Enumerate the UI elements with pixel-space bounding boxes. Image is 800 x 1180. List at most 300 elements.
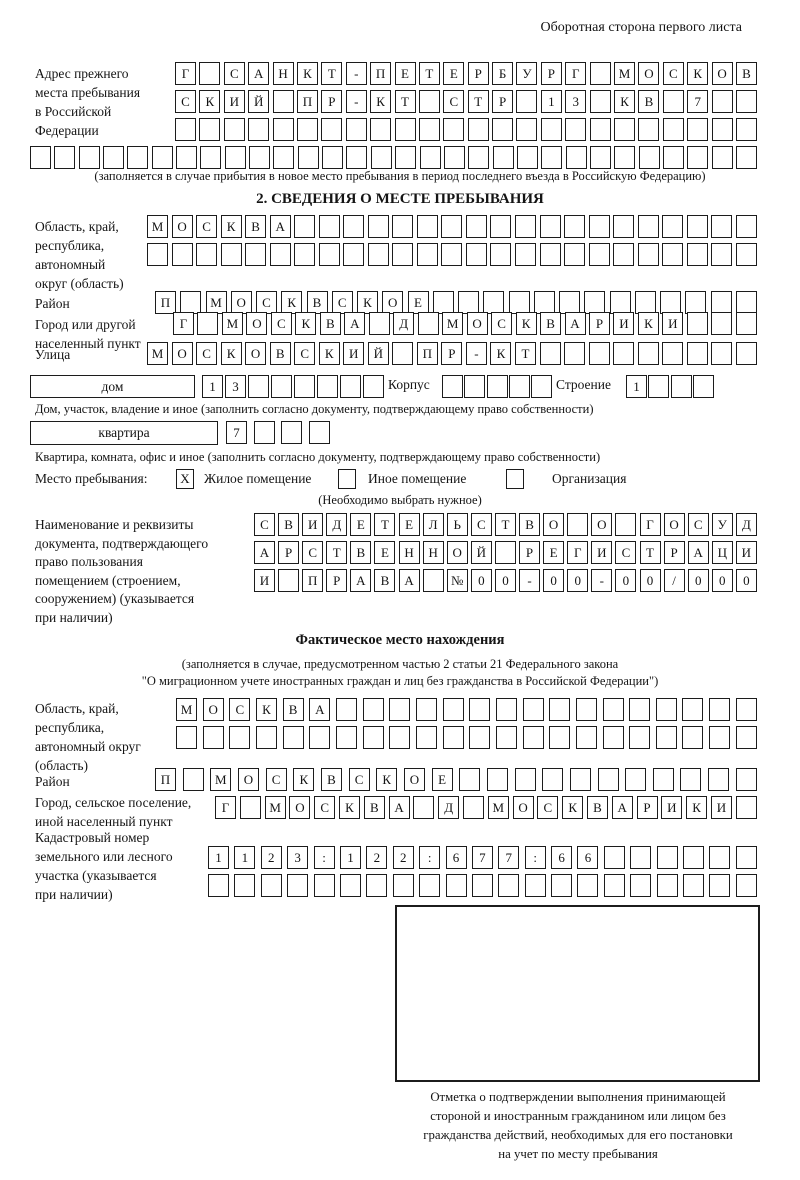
char-cell[interactable]: Р [321,90,342,113]
char-cell[interactable] [687,342,708,365]
char-cell[interactable] [662,215,683,238]
char-cell[interactable] [392,243,413,266]
fact-oblast-row-2[interactable] [176,726,757,749]
char-cell[interactable]: В [587,796,608,819]
char-cell[interactable]: Й [471,541,492,564]
oblast-row-2[interactable] [147,243,757,266]
fact-raion-row[interactable] [155,768,757,791]
char-cell[interactable]: О [591,513,612,536]
char-cell[interactable]: С [349,768,370,791]
char-cell[interactable]: П [297,90,318,113]
char-cell[interactable]: А [270,215,291,238]
char-cell[interactable]: М [614,62,635,85]
char-cell[interactable]: М [442,312,463,335]
char-cell[interactable] [294,375,315,398]
char-cell[interactable]: Р [519,541,540,564]
char-cell[interactable] [542,768,563,791]
char-cell[interactable]: С [332,291,353,314]
char-cell[interactable]: 7 [472,846,493,869]
char-cell[interactable]: Ь [447,513,468,536]
char-cell[interactable] [657,846,678,869]
char-cell[interactable] [523,726,544,749]
char-cell[interactable]: Й [368,342,389,365]
char-cell[interactable]: - [346,90,367,113]
char-cell[interactable] [629,726,650,749]
char-cell[interactable] [589,215,610,238]
char-cell[interactable] [468,146,489,169]
char-cell[interactable] [309,726,330,749]
char-cell[interactable] [736,342,757,365]
char-cell[interactable]: В [245,215,266,238]
char-cell[interactable] [229,726,250,749]
char-cell[interactable]: 0 [567,569,588,592]
char-cell[interactable] [321,118,342,141]
char-cell[interactable] [256,726,277,749]
char-cell[interactable] [509,375,530,398]
char-cell[interactable]: Н [273,62,294,85]
dom-cells[interactable] [202,375,384,398]
char-cell[interactable] [629,698,650,721]
char-cell[interactable] [565,118,586,141]
char-cell[interactable] [240,796,261,819]
char-cell[interactable]: 2 [366,846,387,869]
char-cell[interactable] [516,118,537,141]
char-cell[interactable]: И [224,90,245,113]
char-cell[interactable]: С [688,513,709,536]
char-cell[interactable] [570,768,591,791]
char-cell[interactable]: О [543,513,564,536]
char-cell[interactable]: Д [393,312,414,335]
char-cell[interactable]: Р [664,541,685,564]
char-cell[interactable] [273,90,294,113]
char-cell[interactable]: К [370,90,391,113]
char-cell[interactable] [736,726,757,749]
char-cell[interactable] [614,146,635,169]
char-cell[interactable] [635,291,656,314]
char-cell[interactable] [638,342,659,365]
char-cell[interactable] [576,726,597,749]
char-cell[interactable]: В [350,541,371,564]
char-cell[interactable] [199,62,220,85]
char-cell[interactable] [30,146,51,169]
char-cell[interactable] [736,796,757,819]
char-cell[interactable]: А [389,796,410,819]
char-cell[interactable]: С [175,90,196,113]
char-cell[interactable] [346,146,367,169]
char-cell[interactable] [736,768,757,791]
char-cell[interactable]: - [466,342,487,365]
char-cell[interactable] [343,243,364,266]
char-cell[interactable] [273,146,294,169]
kadastr-row-1[interactable] [208,846,757,869]
char-cell[interactable]: К [687,62,708,85]
char-cell[interactable] [515,243,536,266]
char-cell[interactable] [685,291,706,314]
char-cell[interactable]: С [266,768,287,791]
char-cell[interactable]: Л [423,513,444,536]
char-cell[interactable] [340,874,361,897]
char-cell[interactable] [270,243,291,266]
char-cell[interactable] [590,90,611,113]
char-cell[interactable] [541,118,562,141]
char-cell[interactable] [711,291,732,314]
char-cell[interactable] [483,291,504,314]
char-cell[interactable]: Т [640,541,661,564]
char-cell[interactable] [711,243,732,266]
char-cell[interactable]: Т [374,513,395,536]
char-cell[interactable]: - [591,569,612,592]
char-cell[interactable]: Н [423,541,444,564]
char-cell[interactable]: М [265,796,286,819]
char-cell[interactable] [736,312,757,335]
char-cell[interactable]: И [254,569,275,592]
char-cell[interactable]: : [525,846,546,869]
char-cell[interactable]: Б [492,62,513,85]
char-cell[interactable] [711,342,732,365]
char-cell[interactable] [221,243,242,266]
char-cell[interactable]: 2 [393,846,414,869]
char-cell[interactable]: О [638,62,659,85]
char-cell[interactable]: 3 [565,90,586,113]
char-cell[interactable] [493,146,514,169]
char-cell[interactable]: А [565,312,586,335]
char-cell[interactable] [297,118,318,141]
char-cell[interactable] [736,243,757,266]
char-cell[interactable]: К [319,342,340,365]
char-cell[interactable] [549,726,570,749]
char-cell[interactable]: - [346,62,367,85]
char-cell[interactable]: В [736,62,757,85]
char-cell[interactable]: И [711,796,732,819]
char-cell[interactable] [711,215,732,238]
char-cell[interactable] [683,846,704,869]
char-cell[interactable] [183,768,204,791]
char-cell[interactable] [613,215,634,238]
char-cell[interactable] [363,375,384,398]
char-cell[interactable] [419,90,440,113]
char-cell[interactable] [175,118,196,141]
char-cell[interactable] [525,874,546,897]
char-cell[interactable] [498,874,519,897]
char-cell[interactable] [487,768,508,791]
char-cell[interactable]: Т [326,541,347,564]
char-cell[interactable]: М [488,796,509,819]
char-cell[interactable] [656,726,677,749]
char-cell[interactable] [604,846,625,869]
char-cell[interactable] [615,513,636,536]
char-cell[interactable]: 1 [208,846,229,869]
char-cell[interactable] [441,215,462,238]
char-cell[interactable]: П [155,291,176,314]
char-cell[interactable] [531,375,552,398]
char-cell[interactable] [208,874,229,897]
char-cell[interactable] [515,768,536,791]
char-cell[interactable] [492,118,513,141]
char-cell[interactable]: О [172,342,193,365]
char-cell[interactable]: И [343,342,364,365]
char-cell[interactable]: О [289,796,310,819]
char-cell[interactable] [712,90,733,113]
char-cell[interactable]: 6 [551,846,572,869]
char-cell[interactable] [540,342,561,365]
char-cell[interactable] [294,243,315,266]
char-cell[interactable]: К [638,312,659,335]
char-cell[interactable] [590,118,611,141]
char-cell[interactable]: М [176,698,197,721]
char-cell[interactable]: К [221,342,242,365]
char-cell[interactable]: С [314,796,335,819]
char-cell[interactable] [336,698,357,721]
oblast-row-1[interactable] [147,215,757,238]
char-cell[interactable] [630,846,651,869]
char-cell[interactable]: В [278,513,299,536]
char-cell[interactable] [687,312,708,335]
char-cell[interactable] [459,768,480,791]
char-cell[interactable] [671,375,692,398]
char-cell[interactable] [496,698,517,721]
char-cell[interactable]: А [399,569,420,592]
char-cell[interactable] [687,146,708,169]
char-cell[interactable] [613,342,634,365]
char-cell[interactable] [736,146,757,169]
char-cell[interactable]: Д [326,513,347,536]
char-cell[interactable] [468,118,489,141]
char-cell[interactable]: А [309,698,330,721]
char-cell[interactable] [224,118,245,141]
char-cell[interactable]: В [374,569,395,592]
char-cell[interactable]: В [364,796,385,819]
char-cell[interactable]: Е [374,541,395,564]
char-cell[interactable]: С [224,62,245,85]
ulitsa-row[interactable] [147,342,757,365]
char-cell[interactable] [709,698,730,721]
char-cell[interactable] [464,375,485,398]
char-cell[interactable]: 1 [202,375,223,398]
char-cell[interactable] [368,243,389,266]
char-cell[interactable]: В [638,90,659,113]
char-cell[interactable]: К [490,342,511,365]
char-cell[interactable]: 6 [446,846,467,869]
char-cell[interactable]: М [206,291,227,314]
char-cell[interactable] [419,118,440,141]
char-cell[interactable] [366,874,387,897]
char-cell[interactable] [603,726,624,749]
char-cell[interactable] [469,698,490,721]
char-cell[interactable] [443,118,464,141]
char-cell[interactable] [490,215,511,238]
char-cell[interactable]: А [254,541,275,564]
char-cell[interactable]: В [540,312,561,335]
char-cell[interactable] [446,874,467,897]
char-cell[interactable] [523,698,544,721]
char-cell[interactable]: И [591,541,612,564]
char-cell[interactable]: Д [736,513,757,536]
char-cell[interactable]: С [294,342,315,365]
char-cell[interactable] [389,726,410,749]
char-cell[interactable]: С [663,62,684,85]
char-cell[interactable] [309,421,330,444]
char-cell[interactable] [458,291,479,314]
char-cell[interactable] [590,62,611,85]
char-cell[interactable] [343,215,364,238]
char-cell[interactable] [127,146,148,169]
char-cell[interactable] [271,375,292,398]
char-cell[interactable] [389,698,410,721]
char-cell[interactable] [442,375,463,398]
char-cell[interactable] [420,146,441,169]
char-cell[interactable]: М [147,215,168,238]
char-cell[interactable]: 1 [234,846,255,869]
char-cell[interactable] [490,243,511,266]
char-cell[interactable]: А [350,569,371,592]
char-cell[interactable]: Е [395,62,416,85]
char-cell[interactable]: Т [515,342,536,365]
char-cell[interactable] [314,874,335,897]
char-cell[interactable] [319,243,340,266]
char-cell[interactable] [346,118,367,141]
char-cell[interactable] [294,215,315,238]
char-cell[interactable] [648,375,669,398]
char-cell[interactable] [589,243,610,266]
char-cell[interactable] [584,291,605,314]
char-cell[interactable]: 0 [471,569,492,592]
char-cell[interactable]: К [614,90,635,113]
char-cell[interactable] [614,118,635,141]
char-cell[interactable] [564,243,585,266]
char-cell[interactable] [472,874,493,897]
char-cell[interactable]: Р [441,342,462,365]
char-cell[interactable] [516,90,537,113]
char-cell[interactable]: К [221,215,242,238]
char-cell[interactable] [657,874,678,897]
char-cell[interactable]: И [736,541,757,564]
prev-address-row-3[interactable] [175,118,757,141]
char-cell[interactable] [683,874,704,897]
char-cell[interactable] [736,698,757,721]
char-cell[interactable] [368,215,389,238]
char-cell[interactable] [176,146,197,169]
char-cell[interactable]: Г [565,62,586,85]
char-cell[interactable]: О [246,312,267,335]
char-cell[interactable] [283,726,304,749]
char-cell[interactable] [736,846,757,869]
char-cell[interactable] [152,146,173,169]
char-cell[interactable] [249,146,270,169]
char-cell[interactable]: 0 [688,569,709,592]
char-cell[interactable] [709,874,730,897]
char-cell[interactable]: Е [432,768,453,791]
char-cell[interactable] [736,874,757,897]
char-cell[interactable] [663,90,684,113]
char-cell[interactable] [322,146,343,169]
char-cell[interactable]: У [712,513,733,536]
char-cell[interactable] [433,291,454,314]
char-cell[interactable] [103,146,124,169]
char-cell[interactable] [287,874,308,897]
char-cell[interactable]: Г [215,796,236,819]
char-cell[interactable] [736,291,757,314]
char-cell[interactable]: Е [408,291,429,314]
char-cell[interactable] [416,698,437,721]
char-cell[interactable] [660,291,681,314]
char-cell[interactable] [416,726,437,749]
char-cell[interactable]: О [231,291,252,314]
char-cell[interactable] [630,874,651,897]
char-cell[interactable]: Е [443,62,464,85]
char-cell[interactable]: М [210,768,231,791]
char-cell[interactable]: Р [326,569,347,592]
kvartira-cells[interactable] [226,421,330,444]
char-cell[interactable] [419,874,440,897]
char-cell[interactable]: 1 [626,375,647,398]
char-cell[interactable]: Т [468,90,489,113]
char-cell[interactable] [298,146,319,169]
char-cell[interactable]: 0 [543,569,564,592]
char-cell[interactable]: К [339,796,360,819]
char-cell[interactable] [610,291,631,314]
char-cell[interactable] [663,118,684,141]
fact-gorod-row[interactable] [215,796,757,819]
char-cell[interactable] [577,874,598,897]
char-cell[interactable] [395,146,416,169]
char-cell[interactable]: К [516,312,537,335]
char-cell[interactable]: С [443,90,464,113]
other-premises-checkbox[interactable] [338,469,356,489]
raion-row[interactable] [155,291,757,314]
char-cell[interactable]: С [271,312,292,335]
char-cell[interactable]: Р [468,62,489,85]
char-cell[interactable] [589,342,610,365]
char-cell[interactable]: 3 [287,846,308,869]
char-cell[interactable] [317,375,338,398]
char-cell[interactable]: № [447,569,468,592]
char-cell[interactable] [340,375,361,398]
char-cell[interactable] [682,698,703,721]
char-cell[interactable]: О [467,312,488,335]
char-cell[interactable] [639,146,660,169]
char-cell[interactable]: О [404,768,425,791]
char-cell[interactable]: К [562,796,583,819]
char-cell[interactable] [540,215,561,238]
char-cell[interactable] [417,215,438,238]
char-cell[interactable]: В [307,291,328,314]
char-cell[interactable] [199,118,220,141]
char-cell[interactable] [371,146,392,169]
char-cell[interactable]: О [203,698,224,721]
char-cell[interactable] [656,698,677,721]
char-cell[interactable] [662,243,683,266]
stroenie-cells[interactable] [626,375,714,398]
char-cell[interactable]: П [302,569,323,592]
char-cell[interactable] [603,698,624,721]
char-cell[interactable]: П [370,62,391,85]
char-cell[interactable]: А [612,796,633,819]
char-cell[interactable] [564,215,585,238]
char-cell[interactable]: К [686,796,707,819]
char-cell[interactable] [54,146,75,169]
char-cell[interactable] [687,118,708,141]
char-cell[interactable]: Т [419,62,440,85]
char-cell[interactable] [196,243,217,266]
char-cell[interactable] [248,375,269,398]
char-cell[interactable]: 2 [261,846,282,869]
char-cell[interactable]: 0 [495,569,516,592]
residential-checkbox[interactable]: X [176,469,194,489]
char-cell[interactable]: : [419,846,440,869]
char-cell[interactable] [393,874,414,897]
char-cell[interactable] [413,796,434,819]
char-cell[interactable] [441,243,462,266]
